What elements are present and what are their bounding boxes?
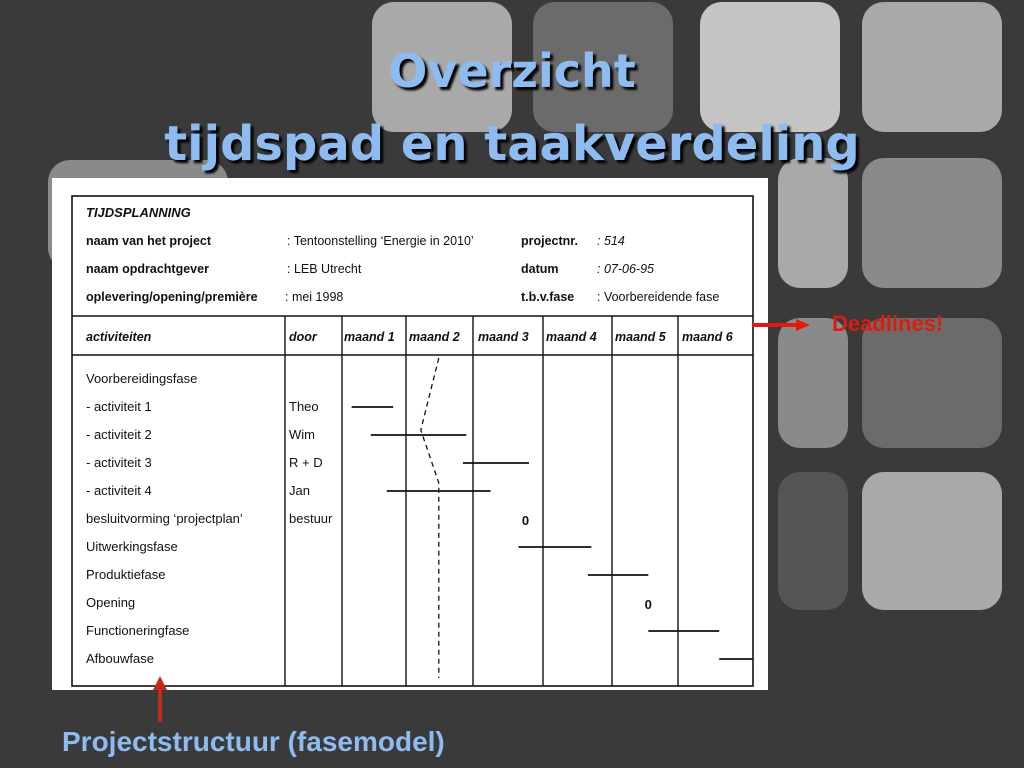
meta-delivery-value: : mei 1998 [285, 290, 344, 304]
activity-rows [86, 371, 333, 666]
gantt-bars [352, 407, 753, 659]
activity-label: - activiteit 3 [86, 455, 152, 470]
planning-table [52, 178, 768, 690]
bg-tile [778, 318, 848, 448]
column-header: maand 5 [615, 330, 666, 344]
meta-delivery-label: oplevering/opening/première [86, 290, 258, 304]
column-header: maand 1 [344, 330, 395, 344]
milestone-marker: 0 [521, 513, 530, 528]
slide-title-line1: Overzicht [388, 44, 636, 98]
bg-tile [862, 158, 1002, 288]
meta-client-label: naam opdrachtgever [86, 262, 209, 276]
activity-label: Afbouwfase [86, 651, 154, 666]
column-header: maand 4 [546, 330, 597, 344]
column-header: activiteiten [86, 330, 152, 344]
bg-tile [778, 472, 848, 610]
deadline-line [421, 358, 439, 678]
activity-label: Voorbereidingsfase [86, 371, 198, 386]
meta-date-label: datum [521, 262, 559, 276]
bg-tile [778, 158, 848, 288]
column-header: maand 3 [478, 330, 529, 344]
column-header: door [289, 330, 317, 344]
activity-label: Opening [86, 595, 136, 610]
meta-project-value: : Tentoonstelling ‘Energie in 2010’ [287, 234, 474, 248]
meta-project-label: naam van het project [86, 234, 212, 248]
planning-document [52, 178, 768, 690]
activity-label: - activiteit 1 [86, 399, 152, 414]
activity-label: - activiteit 4 [86, 483, 152, 498]
meta-phase-value: : Voorbereidende fase [597, 290, 720, 304]
meta-client-value: : LEB Utrecht [287, 262, 362, 276]
meta-phase-label: t.b.v.fase [521, 290, 575, 304]
activity-label: Functioneringfase [86, 623, 190, 638]
column-header: maand 2 [409, 330, 460, 344]
assignee-label: R + D [289, 455, 323, 470]
assignee-label: Theo [289, 399, 319, 414]
meta-projectnr-label: projectnr. [521, 234, 578, 248]
bg-tile [862, 472, 1002, 610]
activity-label: Uitwerkingsfase [86, 539, 178, 554]
arrow-right-icon [752, 318, 812, 332]
assignee-label: Wim [289, 427, 315, 442]
slide-title-line2: tijdspad en taakverdeling [164, 116, 860, 172]
activity-label: besluitvorming ‘projectplan’ [86, 511, 243, 526]
column-header: maand 6 [682, 330, 733, 344]
milestone-marker: 0 [644, 597, 652, 612]
doc-heading: TIJDSPLANNING [86, 205, 191, 220]
activity-label: - activiteit 2 [86, 427, 152, 442]
meta-projectnr-value: : 514 [597, 234, 625, 248]
meta-date-value: : 07-06-95 [597, 262, 654, 276]
slide-caption: Projectstructuur (fasemodel) [62, 726, 445, 757]
deadlines-callout: Deadlines! [832, 311, 944, 336]
assignee-label: Jan [289, 483, 310, 498]
arrow-up-icon [150, 676, 170, 722]
assignee-label: bestuur [289, 511, 333, 526]
activity-label: Produktiefase [86, 567, 166, 582]
column-headers [86, 330, 734, 344]
bg-tile [862, 318, 1002, 448]
